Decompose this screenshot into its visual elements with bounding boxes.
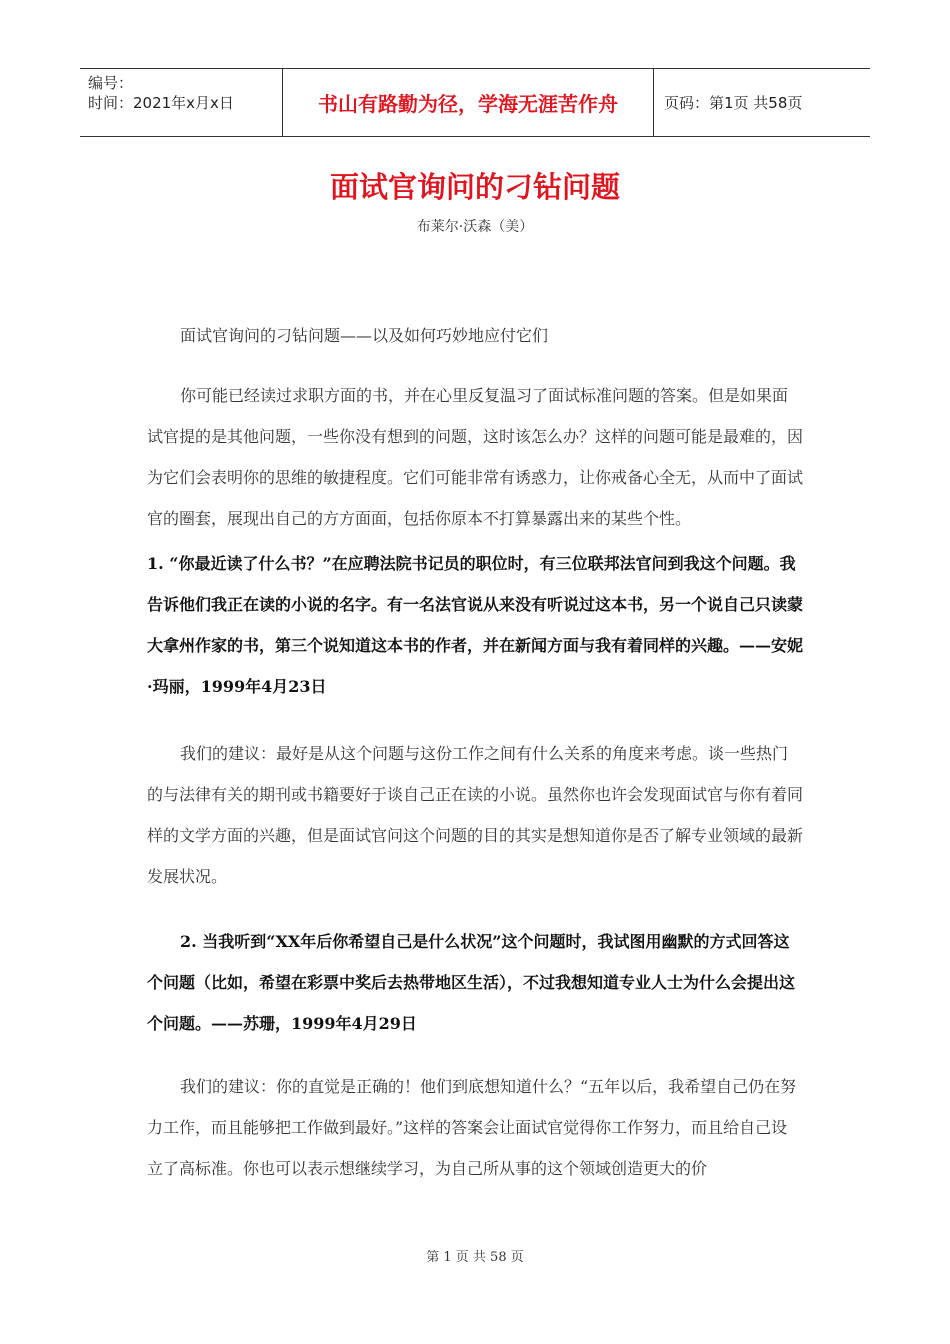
- intro-block: [147, 375, 803, 539]
- subtitle-block: [147, 315, 803, 356]
- question-2-block: [147, 921, 803, 1044]
- question-1-block: [147, 543, 803, 707]
- subtitle-paragraph: 面试官询问的刁钻问题——以及如何巧妙地应付它们: [180, 326, 549, 345]
- answer-1-paragraph: 我们的建议：最好是从这个问题与这份工作之间有什么关系的角度来考虑。谈一些热门的与法律有关的期刊或书籍要好于谈自己正在读的小说。虽然你也许会发现面试官与你有着同样的文学方面的兴趣，但是面试官问这个问题的目的其实是想知道你是否了解专业领域的最新发展状况。: [147, 744, 804, 886]
- header-meta: [80, 69, 282, 136]
- answer-2-paragraph: 我们的建议：你的直觉是正确的！他们到底想知道什么？“五年以后，我希望自己仍在努力工作，而且能够把工作做到最好。”这样的答案会让面试官觉得你工作努力，而且给自己设立了高标准。你也可以表示想继续学习，为自己所从事的这个领域创造更大的价: [147, 1077, 797, 1178]
- document-title: 面试官询问的刁钻问题: [329, 170, 620, 204]
- question-2-paragraph: 2. 当我听到“XX年后你希望自己是什么状况”这个问题时，我试图用幽默的方式回答这个问题（比如，希望在彩票中奖后去热带地区生活），不过我想知道专业人士为什么会提出这个问题。——苏珊，1999年4月29日: [147, 932, 796, 1033]
- header-table: [80, 68, 870, 137]
- page-footer: 第 1 页 共 58 页: [426, 1250, 524, 1265]
- question-1-paragraph: 1. “你最近读了什么书？”在应聘法院书记员的职位时，有三位联邦法官问到我这个问题。我告诉他们我正在读的小说的名字。有一名法官说从来没有听说过这本书，另一个说自己只读蒙大拿州作家的书，第三个说知道这本书的作者，并在新闻方面与我有着同样的兴趣。——安妮·玛丽，1999年4月23日: [147, 554, 804, 696]
- header-page-info: 页码：第1页 共58页: [664, 94, 803, 112]
- intro-paragraph: 你可能已经读过求职方面的书，并在心里反复温习了面试标准问题的答案。但是如果面试官提的是其他问题，一些你没有想到的问题，这时该怎么办？这样的问题可能是最难的，因为它们会表明你的思维的敏捷程度。它们可能非常有诱惑力，让你戒备心全无，从而中了面试官的圈套，展现出自己的方方面面，包括你原本不打算暴露出来的某些个性。: [147, 386, 804, 528]
- document-author: 布莱尔·沃森（美）: [416, 219, 534, 235]
- date-label: 时间：2021年x月x日: [88, 94, 234, 112]
- answer-2-block: [147, 1066, 803, 1189]
- answer-1-block: [147, 733, 803, 897]
- header-motto: 书山有路勤为径，学海无涯苦作舟: [282, 69, 654, 136]
- number-label: 编号：: [88, 74, 134, 92]
